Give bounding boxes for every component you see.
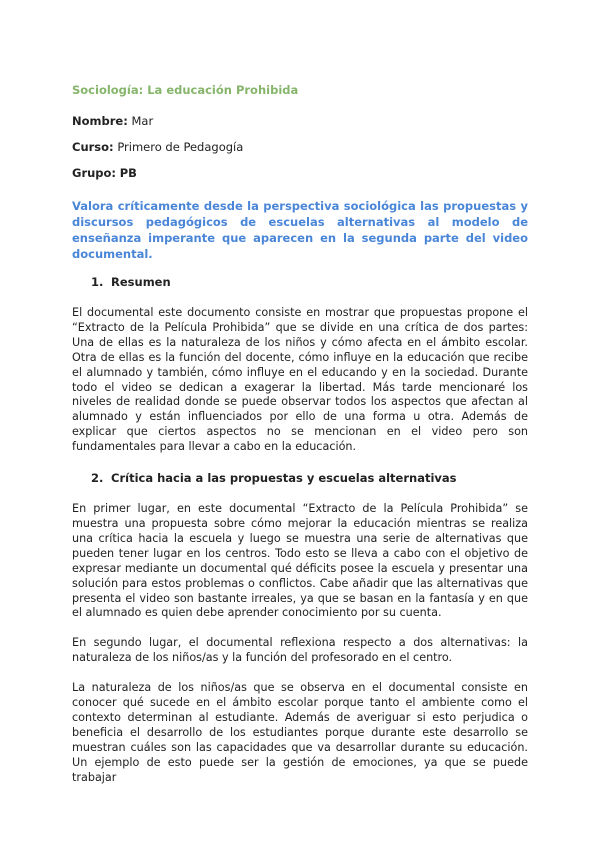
section-number: 2. [91, 471, 104, 486]
course-label: Curso: [72, 140, 114, 154]
assignment-question: Valora críticamente desde la perspectiva sociológica las propuestas y discursos pedagógicos de escuelas alternativas al modelo de enseñanza imperante que aparecen en la segunda parte del video documental. [72, 199, 528, 261]
course-field [72, 139, 528, 155]
paragraph: En primer lugar, en este documental “Extracto de la Película Prohibida” se muestra una propuesta sobre cómo mejorar la educación mientras se realiza una crítica hacia la escuela y luego se muestra una serie de alternativas que pueden tener lugar en los centros. Todo esto se lleva a cabo con el objetivo de expresar mediante un documental qué déficits posee la escuela y presentar una solución para estos problemas o conflictos. Cabe añadir que las alternativas que presenta el video son bastante irreales, ya que se basan en la fantasía y en que el alumnado es quien debe aprender conocimiento por su cuenta. [72, 502, 528, 620]
section-heading-text: Crítica hacia a las propuestas y escuelas alternativas [111, 471, 457, 486]
section-number: 1. [91, 275, 104, 289]
group-value: PB [119, 166, 137, 180]
group-field [72, 165, 528, 181]
name-label: Nombre: [72, 114, 128, 128]
section-heading [72, 470, 528, 486]
section-summary [72, 274, 528, 455]
paragraph: El documental este documento consiste en mostrar que propuestas propone el “Extracto de la Película Prohibida” que se divide en una crítica de dos partes: Una de ellas es la naturaleza de los niños y cómo afecta en el ámbito escolar. Otra de ellas es la función del docente, cómo influye en la educación que recibe el alumnado y también, cómo influye en el educando y en la sociedad. Durante todo el video se dedican a exagerar la libertad. Más tarde mencionaré los niveles de realidad donde se puede observar todos los aspectos que afectan al alumnado y están influenciados por ello de una forma u otra. Además de explicar que ciertos aspectos no se mencionan en el video pero son fundamentales para llevar a cabo en la educación. [72, 306, 528, 454]
section-heading [72, 274, 528, 290]
section-heading-text: Resumen [111, 275, 171, 289]
group-label: Grupo: [72, 166, 117, 180]
section-critique [72, 470, 528, 785]
paragraph: La naturaleza de los niños/as que se observa en el documental consiste en conocer qué sucede en el ámbito escolar porque tanto el ambiente como el contexto determinan al estudiante. Además de averiguar si esto perjudica o beneficia el desarrollo de los estudiantes porque durante este desarrollo se muestran cuáles son las capacidades que va desarrollar durante su educación. Un ejemplo de esto puede ser la gestión de emociones, ya que se puede trabajar [72, 681, 528, 784]
document-title: Sociología: La educación Prohibida [72, 83, 299, 97]
name-value: Mar [131, 114, 154, 128]
name-field [72, 113, 528, 129]
paragraph: En segundo lugar, el documental reflexiona respecto a dos alternativas: la naturaleza de los niños/as y la función del profesorado en el centro. [72, 636, 528, 665]
course-value: Primero de Pedagogía [117, 140, 244, 154]
